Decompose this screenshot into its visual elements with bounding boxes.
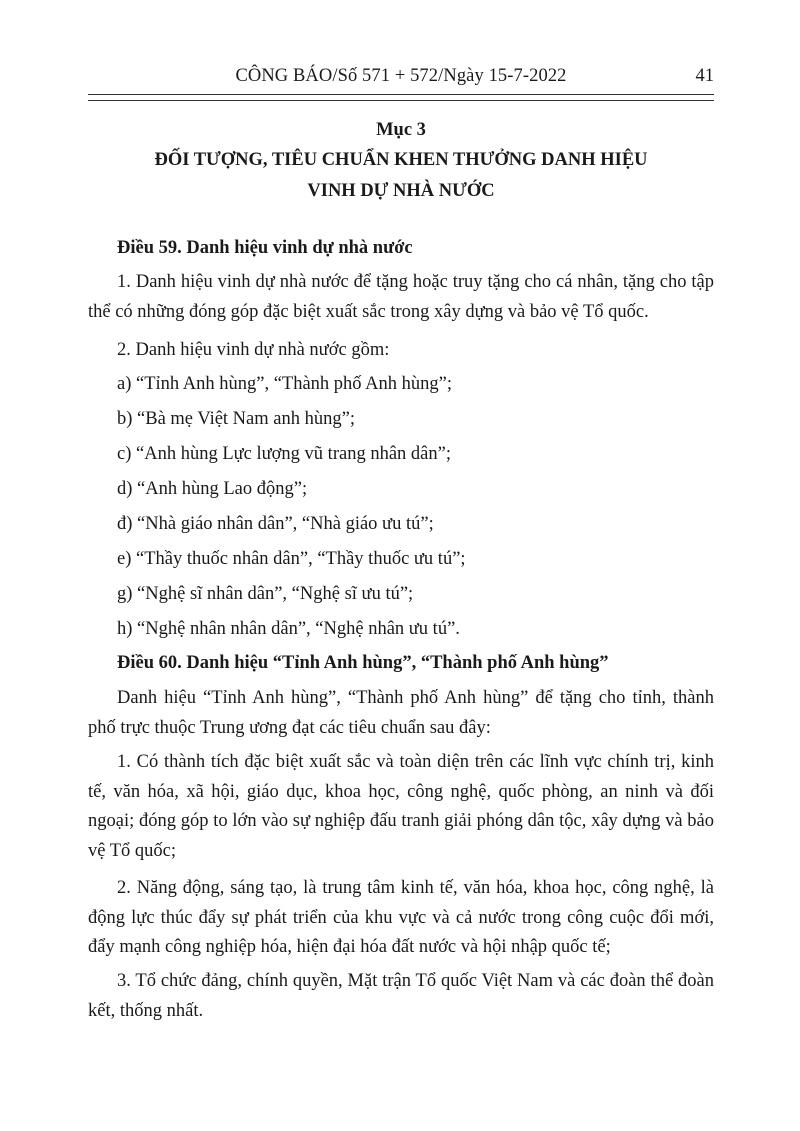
article-59-clause-2: 2. Danh hiệu vinh dự nhà nước gồm: [117, 340, 390, 360]
article-59-clause-1: 1. Danh hiệu vinh dự nhà nước để tặng hoặc truy tặng cho cá nhân, tặng cho tập thể có những đóng góp đặc biệt xuất sắc trong xây dựng và bảo vệ Tổ quốc. [88, 272, 714, 322]
list-item: c) “Anh hùng Lực lượng vũ trang nhân dân”; [117, 444, 451, 464]
section-title-line-1: ĐỐI TƯỢNG, TIÊU CHUẨN KHEN THƯỞNG DANH HIỆU [154, 150, 648, 170]
gazette-header-title: CÔNG BÁO/Số 571 + 572/Ngày 15-7-2022 [235, 66, 567, 86]
list-item: d) “Anh hùng Lao động”; [117, 479, 308, 499]
list-item: b) “Bà mẹ Việt Nam anh hùng”; [117, 409, 355, 429]
page-header [88, 64, 714, 94]
list-item: đ) “Nhà giáo nhân dân”, “Nhà giáo ưu tú”; [117, 514, 434, 534]
list-item: a) “Tỉnh Anh hùng”, “Thành phố Anh hùng”; [117, 374, 452, 394]
list-item: g) “Nghệ sĩ nhân dân”, “Nghệ sĩ ưu tú”; [117, 584, 414, 604]
article-60-clause-1: 1. Có thành tích đặc biệt xuất sắc và toàn diện trên các lĩnh vực chính trị, kinh tế, văn hóa, xã hội, giáo dục, khoa học, công nghệ, quốc phòng, an ninh và đối ngoại; đóng góp to lớn vào sự nghiệp đấu tranh giải phóng dân tộc, xây dựng và bảo vệ Tổ quốc; [88, 752, 714, 861]
list-item: h) “Nghệ nhân nhân dân”, “Nghệ nhân ưu tú”. [117, 619, 460, 639]
article-60-clause-2: 2. Năng động, sáng tạo, là trung tâm kinh tế, văn hóa, khoa học, công nghệ, là động lực thúc đẩy sự phát triển của khu vực và cả nước trong công cuộc đổi mới, đẩy mạnh công nghiệp hóa, hiện đại hóa đất nước và hội nhập quốc tế; [88, 878, 714, 957]
header-double-rule [88, 94, 714, 101]
article-60-intro: Danh hiệu “Tỉnh Anh hùng”, “Thành phố Anh hùng” để tặng cho tỉnh, thành phố trực thuộc Trung ương đạt các tiêu chuẩn sau đây: [88, 688, 714, 738]
article-60-heading: Điều 60. Danh hiệu “Tỉnh Anh hùng”, “Thành phố Anh hùng” [117, 653, 609, 673]
list-item: e) “Thầy thuốc nhân dân”, “Thầy thuốc ưu tú”; [117, 549, 466, 569]
article-59-heading: Điều 59. Danh hiệu vinh dự nhà nước [117, 238, 413, 258]
section-title-line-2: VINH DỰ NHÀ NƯỚC [307, 181, 495, 201]
page-number: 41 [695, 66, 714, 86]
article-60-clause-3: 3. Tổ chức đảng, chính quyền, Mặt trận Tổ quốc Việt Nam và các đoàn thể đoàn kết, thống nhất. [88, 971, 714, 1021]
section-label: Mục 3 [376, 120, 426, 140]
